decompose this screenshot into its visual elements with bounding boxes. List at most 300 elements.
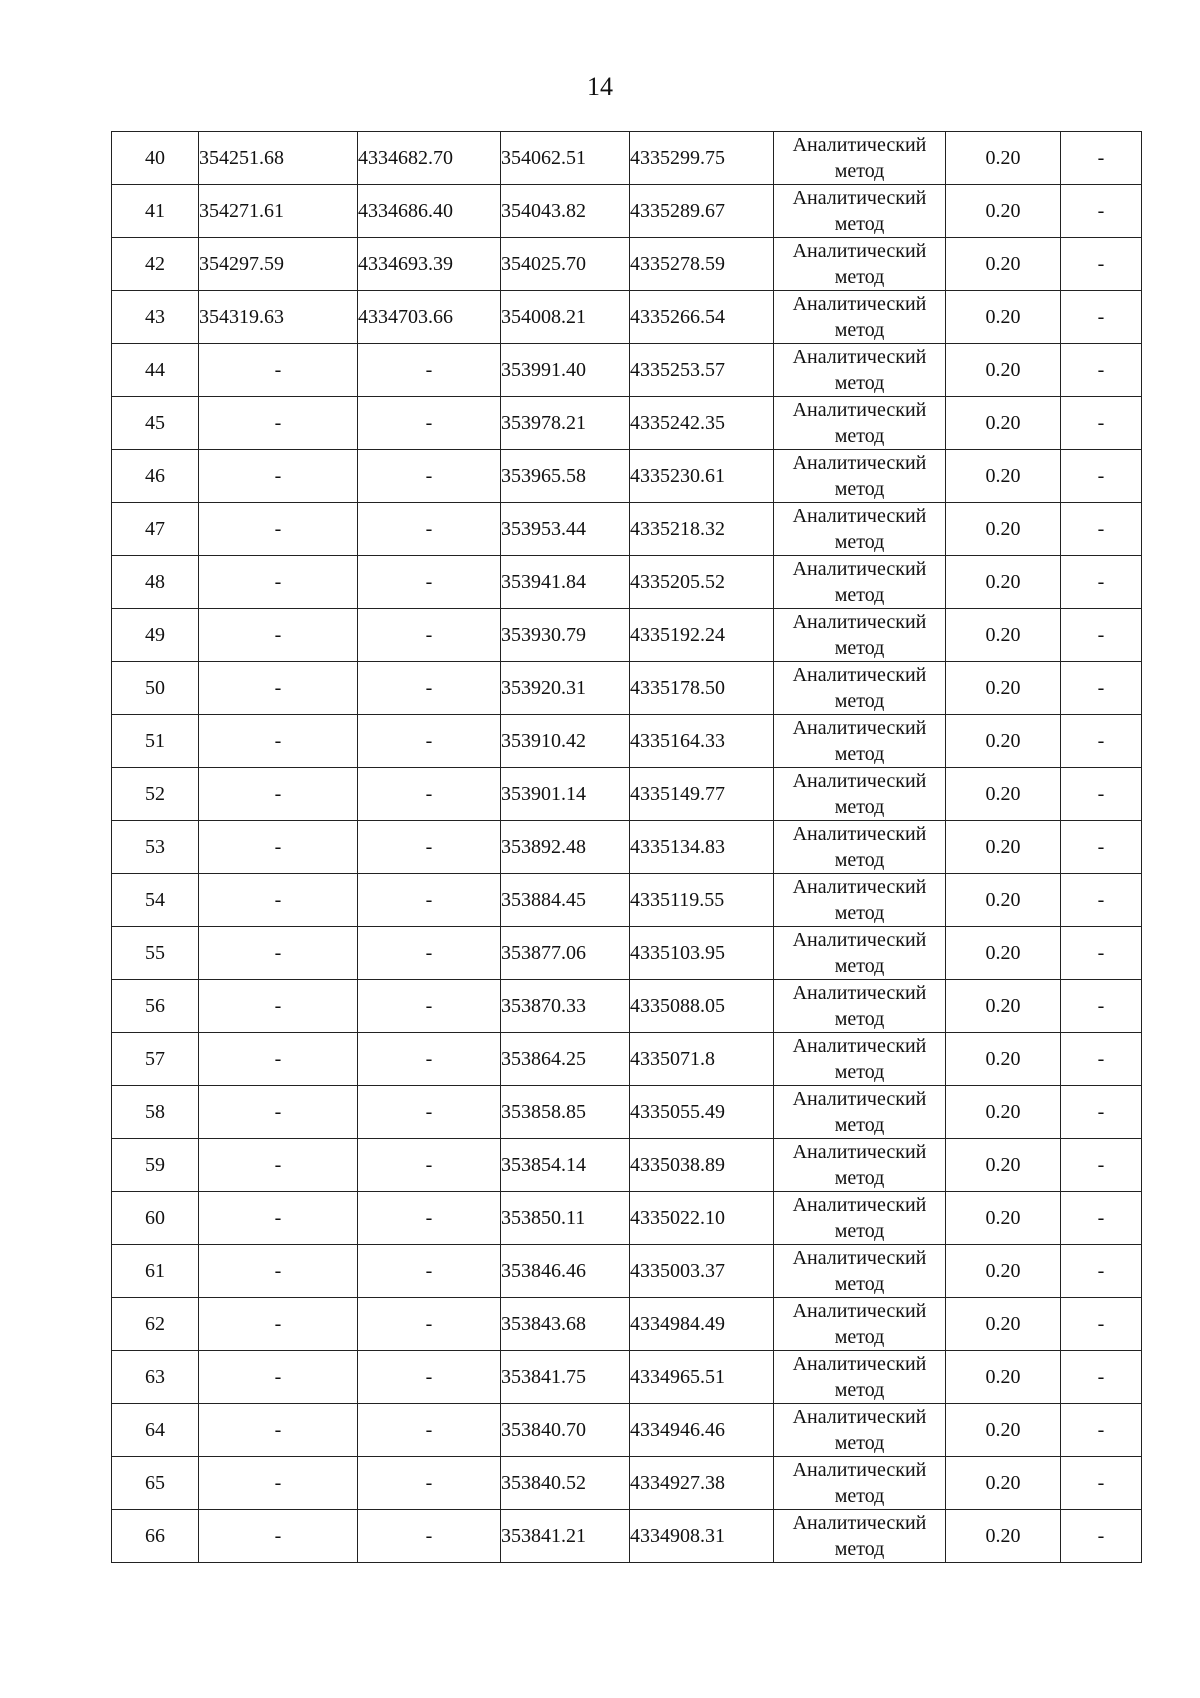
old-y-cell: - bbox=[358, 1510, 501, 1563]
accuracy-cell: 0.20 bbox=[946, 821, 1061, 874]
method-line-2: метод bbox=[834, 1273, 885, 1295]
method-line-2: метод bbox=[834, 1326, 885, 1348]
old-x-cell: - bbox=[199, 344, 358, 397]
method-line-1: Аналитический bbox=[792, 505, 927, 527]
table-row bbox=[112, 344, 1142, 397]
accuracy-cell: 0.20 bbox=[946, 132, 1061, 185]
accuracy-cell: 0.20 bbox=[946, 503, 1061, 556]
table-row bbox=[112, 1245, 1142, 1298]
new-y-cell: 4335038.89 bbox=[630, 1139, 774, 1192]
method-line-1: Аналитический bbox=[792, 1141, 927, 1163]
new-y-cell: 4335103.95 bbox=[630, 927, 774, 980]
new-y-cell: 4335289.67 bbox=[630, 185, 774, 238]
method-line-2: метод bbox=[834, 1008, 885, 1030]
method-line-1: Аналитический bbox=[792, 1088, 927, 1110]
accuracy-cell: 0.20 bbox=[946, 1033, 1061, 1086]
old-x-cell: - bbox=[199, 503, 358, 556]
table-row bbox=[112, 662, 1142, 715]
table-row bbox=[112, 132, 1142, 185]
method-cell bbox=[774, 503, 946, 556]
new-x-cell: 353877.06 bbox=[501, 927, 630, 980]
new-y-cell: 4335218.32 bbox=[630, 503, 774, 556]
note-cell: - bbox=[1061, 1139, 1142, 1192]
accuracy-cell: 0.20 bbox=[946, 238, 1061, 291]
table-row bbox=[112, 1457, 1142, 1510]
method-cell bbox=[774, 556, 946, 609]
accuracy-cell: 0.20 bbox=[946, 1510, 1061, 1563]
method-cell bbox=[774, 1457, 946, 1510]
old-y-cell: - bbox=[358, 1139, 501, 1192]
method-line-1: Аналитический bbox=[792, 293, 927, 315]
note-cell: - bbox=[1061, 503, 1142, 556]
new-x-cell: 353840.70 bbox=[501, 1404, 630, 1457]
old-x-cell: - bbox=[199, 450, 358, 503]
method-cell bbox=[774, 132, 946, 185]
note-cell: - bbox=[1061, 344, 1142, 397]
method-line-2: метод bbox=[834, 690, 885, 712]
method-cell bbox=[774, 768, 946, 821]
old-x-cell: - bbox=[199, 397, 358, 450]
old-x-cell: - bbox=[199, 1086, 358, 1139]
old-x-cell: - bbox=[199, 662, 358, 715]
method-line-1: Аналитический bbox=[792, 1300, 927, 1322]
method-line-1: Аналитический bbox=[792, 1035, 927, 1057]
old-x-cell: - bbox=[199, 768, 358, 821]
method-cell bbox=[774, 874, 946, 927]
new-y-cell: 4335230.61 bbox=[630, 450, 774, 503]
old-x-cell: - bbox=[199, 556, 358, 609]
point-number-cell: 50 bbox=[112, 662, 199, 715]
old-x-cell: - bbox=[199, 1457, 358, 1510]
old-y-cell: - bbox=[358, 503, 501, 556]
method-line-1: Аналитический bbox=[792, 876, 927, 898]
method-line-2: метод bbox=[834, 849, 885, 871]
point-number-cell: 45 bbox=[112, 397, 199, 450]
point-number-cell: 53 bbox=[112, 821, 199, 874]
table-row bbox=[112, 1298, 1142, 1351]
note-cell: - bbox=[1061, 927, 1142, 980]
table-body bbox=[112, 132, 1142, 1563]
method-cell bbox=[774, 821, 946, 874]
old-y-cell: - bbox=[358, 1404, 501, 1457]
note-cell: - bbox=[1061, 397, 1142, 450]
method-line-1: Аналитический bbox=[792, 664, 927, 686]
method-cell bbox=[774, 1298, 946, 1351]
new-x-cell: 353840.52 bbox=[501, 1457, 630, 1510]
point-number-cell: 59 bbox=[112, 1139, 199, 1192]
accuracy-cell: 0.20 bbox=[946, 715, 1061, 768]
new-y-cell: 4335119.55 bbox=[630, 874, 774, 927]
method-line-1: Аналитический bbox=[792, 134, 927, 156]
method-line-2: метод bbox=[834, 637, 885, 659]
new-y-cell: 4335003.37 bbox=[630, 1245, 774, 1298]
new-x-cell: 353930.79 bbox=[501, 609, 630, 662]
point-number-cell: 40 bbox=[112, 132, 199, 185]
method-line-1: Аналитический bbox=[792, 611, 927, 633]
method-line-2: метод bbox=[834, 319, 885, 341]
point-number-cell: 43 bbox=[112, 291, 199, 344]
method-line-1: Аналитический bbox=[792, 717, 927, 739]
accuracy-cell: 0.20 bbox=[946, 344, 1061, 397]
method-line-2: метод bbox=[834, 1538, 885, 1560]
old-y-cell: - bbox=[358, 609, 501, 662]
old-x-cell: - bbox=[199, 821, 358, 874]
old-y-cell: 4334682.70 bbox=[358, 132, 501, 185]
table-row bbox=[112, 185, 1142, 238]
point-number-cell: 62 bbox=[112, 1298, 199, 1351]
method-line-1: Аналитический bbox=[792, 1247, 927, 1269]
new-x-cell: 353965.58 bbox=[501, 450, 630, 503]
method-cell bbox=[774, 185, 946, 238]
method-cell bbox=[774, 715, 946, 768]
table-row bbox=[112, 450, 1142, 503]
new-x-cell: 353864.25 bbox=[501, 1033, 630, 1086]
method-line-2: метод bbox=[834, 902, 885, 924]
old-x-cell: - bbox=[199, 1298, 358, 1351]
point-number-cell: 65 bbox=[112, 1457, 199, 1510]
old-y-cell: - bbox=[358, 450, 501, 503]
old-x-cell: - bbox=[199, 980, 358, 1033]
accuracy-cell: 0.20 bbox=[946, 556, 1061, 609]
note-cell: - bbox=[1061, 450, 1142, 503]
method-cell bbox=[774, 291, 946, 344]
method-cell bbox=[774, 450, 946, 503]
new-y-cell: 4335055.49 bbox=[630, 1086, 774, 1139]
new-y-cell: 4335192.24 bbox=[630, 609, 774, 662]
new-x-cell: 353850.11 bbox=[501, 1192, 630, 1245]
accuracy-cell: 0.20 bbox=[946, 450, 1061, 503]
note-cell: - bbox=[1061, 980, 1142, 1033]
table-row bbox=[112, 1510, 1142, 1563]
new-x-cell: 353901.14 bbox=[501, 768, 630, 821]
method-cell bbox=[774, 238, 946, 291]
accuracy-cell: 0.20 bbox=[946, 927, 1061, 980]
old-y-cell: 4334693.39 bbox=[358, 238, 501, 291]
new-x-cell: 353920.31 bbox=[501, 662, 630, 715]
old-y-cell: - bbox=[358, 1033, 501, 1086]
note-cell: - bbox=[1061, 1404, 1142, 1457]
note-cell: - bbox=[1061, 768, 1142, 821]
note-cell: - bbox=[1061, 556, 1142, 609]
note-cell: - bbox=[1061, 291, 1142, 344]
old-y-cell: - bbox=[358, 344, 501, 397]
point-number-cell: 61 bbox=[112, 1245, 199, 1298]
note-cell: - bbox=[1061, 662, 1142, 715]
point-number-cell: 55 bbox=[112, 927, 199, 980]
method-line-2: метод bbox=[834, 160, 885, 182]
new-y-cell: 4335242.35 bbox=[630, 397, 774, 450]
new-y-cell: 4334946.46 bbox=[630, 1404, 774, 1457]
new-x-cell: 353854.14 bbox=[501, 1139, 630, 1192]
method-line-2: метод bbox=[834, 1379, 885, 1401]
method-cell bbox=[774, 1086, 946, 1139]
old-y-cell: - bbox=[358, 1245, 501, 1298]
table-row bbox=[112, 1192, 1142, 1245]
old-x-cell: 354271.61 bbox=[199, 185, 358, 238]
new-x-cell: 353846.46 bbox=[501, 1245, 630, 1298]
table-row bbox=[112, 927, 1142, 980]
method-cell bbox=[774, 980, 946, 1033]
method-cell bbox=[774, 1245, 946, 1298]
method-cell bbox=[774, 1192, 946, 1245]
method-line-1: Аналитический bbox=[792, 399, 927, 421]
new-x-cell: 354043.82 bbox=[501, 185, 630, 238]
point-number-cell: 52 bbox=[112, 768, 199, 821]
new-x-cell: 354008.21 bbox=[501, 291, 630, 344]
note-cell: - bbox=[1061, 238, 1142, 291]
method-line-1: Аналитический bbox=[792, 240, 927, 262]
point-number-cell: 47 bbox=[112, 503, 199, 556]
old-y-cell: - bbox=[358, 821, 501, 874]
table-row bbox=[112, 1033, 1142, 1086]
method-line-1: Аналитический bbox=[792, 187, 927, 209]
table-row bbox=[112, 715, 1142, 768]
method-line-2: метод bbox=[834, 1485, 885, 1507]
method-line-1: Аналитический bbox=[792, 558, 927, 580]
accuracy-cell: 0.20 bbox=[946, 1298, 1061, 1351]
accuracy-cell: 0.20 bbox=[946, 1245, 1061, 1298]
new-y-cell: 4335022.10 bbox=[630, 1192, 774, 1245]
table-row bbox=[112, 291, 1142, 344]
old-x-cell: 354319.63 bbox=[199, 291, 358, 344]
old-y-cell: - bbox=[358, 662, 501, 715]
table-row bbox=[112, 874, 1142, 927]
method-line-1: Аналитический bbox=[792, 346, 927, 368]
method-line-2: метод bbox=[834, 1167, 885, 1189]
table-row bbox=[112, 980, 1142, 1033]
point-number-cell: 41 bbox=[112, 185, 199, 238]
new-x-cell: 353884.45 bbox=[501, 874, 630, 927]
accuracy-cell: 0.20 bbox=[946, 291, 1061, 344]
method-line-1: Аналитический bbox=[792, 1194, 927, 1216]
new-x-cell: 353870.33 bbox=[501, 980, 630, 1033]
method-line-2: метод bbox=[834, 955, 885, 977]
new-y-cell: 4335299.75 bbox=[630, 132, 774, 185]
accuracy-cell: 0.20 bbox=[946, 185, 1061, 238]
old-y-cell: 4334686.40 bbox=[358, 185, 501, 238]
method-line-2: метод bbox=[834, 584, 885, 606]
new-y-cell: 4335278.59 bbox=[630, 238, 774, 291]
new-y-cell: 4334908.31 bbox=[630, 1510, 774, 1563]
method-line-1: Аналитический bbox=[792, 1406, 927, 1428]
old-x-cell: - bbox=[199, 609, 358, 662]
point-number-cell: 66 bbox=[112, 1510, 199, 1563]
method-line-1: Аналитический bbox=[792, 770, 927, 792]
note-cell: - bbox=[1061, 1245, 1142, 1298]
old-y-cell: - bbox=[358, 980, 501, 1033]
new-x-cell: 353843.68 bbox=[501, 1298, 630, 1351]
table-row bbox=[112, 768, 1142, 821]
accuracy-cell: 0.20 bbox=[946, 980, 1061, 1033]
accuracy-cell: 0.20 bbox=[946, 1351, 1061, 1404]
method-line-1: Аналитический bbox=[792, 1459, 927, 1481]
old-x-cell: 354297.59 bbox=[199, 238, 358, 291]
method-line-2: метод bbox=[834, 1114, 885, 1136]
old-y-cell: 4334703.66 bbox=[358, 291, 501, 344]
point-number-cell: 56 bbox=[112, 980, 199, 1033]
old-y-cell: - bbox=[358, 397, 501, 450]
method-line-1: Аналитический bbox=[792, 452, 927, 474]
point-number-cell: 58 bbox=[112, 1086, 199, 1139]
new-y-cell: 4335134.83 bbox=[630, 821, 774, 874]
method-line-1: Аналитический bbox=[792, 1353, 927, 1375]
new-y-cell: 4335149.77 bbox=[630, 768, 774, 821]
new-y-cell: 4335178.50 bbox=[630, 662, 774, 715]
table-row bbox=[112, 1086, 1142, 1139]
old-x-cell: - bbox=[199, 927, 358, 980]
page-number: 14 bbox=[587, 72, 613, 101]
old-x-cell: 354251.68 bbox=[199, 132, 358, 185]
point-number-cell: 42 bbox=[112, 238, 199, 291]
note-cell: - bbox=[1061, 821, 1142, 874]
note-cell: - bbox=[1061, 132, 1142, 185]
table-row bbox=[112, 1404, 1142, 1457]
old-y-cell: - bbox=[358, 1351, 501, 1404]
old-y-cell: - bbox=[358, 1086, 501, 1139]
accuracy-cell: 0.20 bbox=[946, 1404, 1061, 1457]
new-x-cell: 353991.40 bbox=[501, 344, 630, 397]
note-cell: - bbox=[1061, 1086, 1142, 1139]
accuracy-cell: 0.20 bbox=[946, 1457, 1061, 1510]
method-line-1: Аналитический bbox=[792, 1512, 927, 1534]
method-line-1: Аналитический bbox=[792, 982, 927, 1004]
table-row bbox=[112, 556, 1142, 609]
new-x-cell: 353841.21 bbox=[501, 1510, 630, 1563]
new-y-cell: 4334965.51 bbox=[630, 1351, 774, 1404]
old-y-cell: - bbox=[358, 1192, 501, 1245]
old-y-cell: - bbox=[358, 556, 501, 609]
table-row bbox=[112, 238, 1142, 291]
note-cell: - bbox=[1061, 1351, 1142, 1404]
new-y-cell: 4334984.49 bbox=[630, 1298, 774, 1351]
new-x-cell: 353892.48 bbox=[501, 821, 630, 874]
accuracy-cell: 0.20 bbox=[946, 397, 1061, 450]
method-cell bbox=[774, 1404, 946, 1457]
old-x-cell: - bbox=[199, 1404, 358, 1457]
old-x-cell: - bbox=[199, 715, 358, 768]
accuracy-cell: 0.20 bbox=[946, 662, 1061, 715]
method-cell bbox=[774, 1510, 946, 1563]
coordinates-table bbox=[111, 131, 1142, 1563]
table-row bbox=[112, 1139, 1142, 1192]
method-line-2: метод bbox=[834, 796, 885, 818]
point-number-cell: 54 bbox=[112, 874, 199, 927]
old-y-cell: - bbox=[358, 1298, 501, 1351]
point-number-cell: 64 bbox=[112, 1404, 199, 1457]
accuracy-cell: 0.20 bbox=[946, 609, 1061, 662]
method-cell bbox=[774, 397, 946, 450]
method-cell bbox=[774, 1139, 946, 1192]
method-line-2: метод bbox=[834, 1432, 885, 1454]
accuracy-cell: 0.20 bbox=[946, 1192, 1061, 1245]
old-x-cell: - bbox=[199, 1510, 358, 1563]
point-number-cell: 63 bbox=[112, 1351, 199, 1404]
accuracy-cell: 0.20 bbox=[946, 1086, 1061, 1139]
method-cell bbox=[774, 344, 946, 397]
method-line-2: метод bbox=[834, 213, 885, 235]
new-y-cell: 4335088.05 bbox=[630, 980, 774, 1033]
new-y-cell: 4335071.8 bbox=[630, 1033, 774, 1086]
new-x-cell: 353910.42 bbox=[501, 715, 630, 768]
new-x-cell: 354062.51 bbox=[501, 132, 630, 185]
point-number-cell: 44 bbox=[112, 344, 199, 397]
old-x-cell: - bbox=[199, 1351, 358, 1404]
point-number-cell: 51 bbox=[112, 715, 199, 768]
new-x-cell: 354025.70 bbox=[501, 238, 630, 291]
note-cell: - bbox=[1061, 1033, 1142, 1086]
old-x-cell: - bbox=[199, 1139, 358, 1192]
new-y-cell: 4335205.52 bbox=[630, 556, 774, 609]
old-y-cell: - bbox=[358, 715, 501, 768]
method-cell bbox=[774, 1351, 946, 1404]
note-cell: - bbox=[1061, 1510, 1142, 1563]
old-y-cell: - bbox=[358, 927, 501, 980]
note-cell: - bbox=[1061, 609, 1142, 662]
method-line-2: метод bbox=[834, 425, 885, 447]
old-y-cell: - bbox=[358, 1457, 501, 1510]
table-row bbox=[112, 609, 1142, 662]
point-number-cell: 48 bbox=[112, 556, 199, 609]
method-line-2: метод bbox=[834, 531, 885, 553]
new-x-cell: 353858.85 bbox=[501, 1086, 630, 1139]
new-x-cell: 353978.21 bbox=[501, 397, 630, 450]
new-y-cell: 4335164.33 bbox=[630, 715, 774, 768]
accuracy-cell: 0.20 bbox=[946, 874, 1061, 927]
method-cell bbox=[774, 927, 946, 980]
method-cell bbox=[774, 609, 946, 662]
old-x-cell: - bbox=[199, 1192, 358, 1245]
old-x-cell: - bbox=[199, 1033, 358, 1086]
method-line-2: метод bbox=[834, 743, 885, 765]
old-y-cell: - bbox=[358, 768, 501, 821]
new-y-cell: 4334927.38 bbox=[630, 1457, 774, 1510]
note-cell: - bbox=[1061, 1298, 1142, 1351]
note-cell: - bbox=[1061, 185, 1142, 238]
new-y-cell: 4335253.57 bbox=[630, 344, 774, 397]
old-x-cell: - bbox=[199, 874, 358, 927]
new-x-cell: 353953.44 bbox=[501, 503, 630, 556]
table-row bbox=[112, 397, 1142, 450]
old-y-cell: - bbox=[358, 874, 501, 927]
note-cell: - bbox=[1061, 1457, 1142, 1510]
method-line-1: Аналитический bbox=[792, 823, 927, 845]
accuracy-cell: 0.20 bbox=[946, 768, 1061, 821]
method-line-2: метод bbox=[834, 266, 885, 288]
old-x-cell: - bbox=[199, 1245, 358, 1298]
method-line-2: метод bbox=[834, 478, 885, 500]
table-row bbox=[112, 503, 1142, 556]
new-x-cell: 353941.84 bbox=[501, 556, 630, 609]
new-y-cell: 4335266.54 bbox=[630, 291, 774, 344]
table-row bbox=[112, 821, 1142, 874]
point-number-cell: 46 bbox=[112, 450, 199, 503]
note-cell: - bbox=[1061, 715, 1142, 768]
method-line-2: метод bbox=[834, 1220, 885, 1242]
method-cell bbox=[774, 1033, 946, 1086]
point-number-cell: 49 bbox=[112, 609, 199, 662]
method-cell bbox=[774, 662, 946, 715]
new-x-cell: 353841.75 bbox=[501, 1351, 630, 1404]
table-row bbox=[112, 1351, 1142, 1404]
method-line-2: метод bbox=[834, 372, 885, 394]
point-number-cell: 60 bbox=[112, 1192, 199, 1245]
method-line-1: Аналитический bbox=[792, 929, 927, 951]
note-cell: - bbox=[1061, 874, 1142, 927]
method-line-2: метод bbox=[834, 1061, 885, 1083]
note-cell: - bbox=[1061, 1192, 1142, 1245]
point-number-cell: 57 bbox=[112, 1033, 199, 1086]
accuracy-cell: 0.20 bbox=[946, 1139, 1061, 1192]
